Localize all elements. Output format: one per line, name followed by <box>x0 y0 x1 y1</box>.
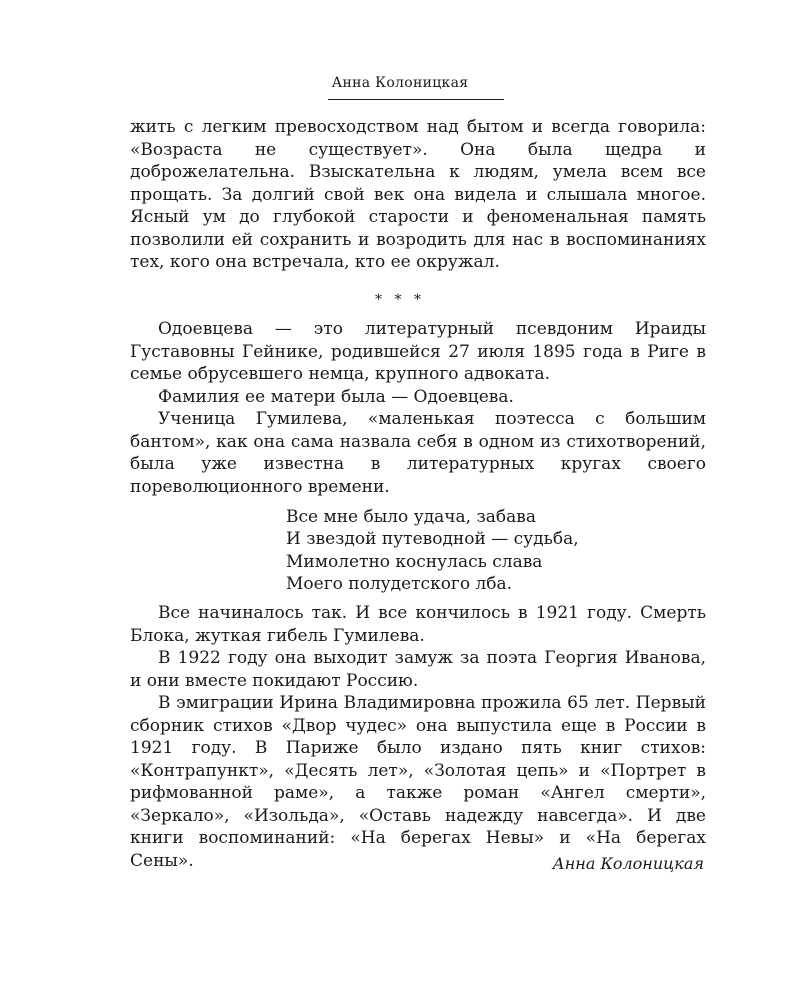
text-block-bottom <box>130 602 706 872</box>
poem-quote <box>286 506 579 595</box>
paragraph-5: Все начиналось так. И все кончилось в 1921 году. Смерть Блока, жуткая гибель Гумилева. <box>130 603 706 646</box>
paragraph-6: В 1922 году она выходит замуж за поэта Георгия Иванова, и они вместе покидают Россию. <box>130 648 706 691</box>
text-block-middle <box>130 318 706 498</box>
paragraph-7: В эмиграции Ирина Владимировна прожила 65 лет. Первый сборник стихов «Двор чудес» она выпустила еще в России в 1921 году. В Париже было издано пять книг стихов: «Контрапункт», «Десять лет», «Золотая цепь» и «Портрет в рифмованной раме», а также роман «Ангел смерти», «Зеркало», «Изольда», «Оставь надежду навсегда». И две книги воспоминаний: «На берегах Невы» и «На берегах Сены». <box>130 693 706 871</box>
paragraph-1: жить с легким превосходством над бытом и всегда говорила: «Возраста не существует». Она была щедра и доброжелательна. Взыскательна к людям, умела всем все прощать. За долгий свой век она видела и слышала многое. Ясный ум до глубокой старости и феноменальная память позволили ей сохранить и возродить для нас в воспоминаниях тех, кого она встречала, кто ее окружал. <box>130 117 706 272</box>
running-head-title: Анна Колоницкая <box>331 75 469 91</box>
paragraph-3: Фамилия ее матери была — Одоевцева. <box>158 386 514 407</box>
paragraph-2: Одоевцева — это литературный псевдоним Ираиды Густавовны Гейнике, родившейся 27 июля 1895 года в Риге в семье обрусевшего немца, крупного адвоката. <box>130 319 706 384</box>
poem-line: Все мне было удача, забава <box>286 507 536 527</box>
poem-line: И звездой путеводной — судьба, <box>286 529 579 550</box>
paragraph-4: Ученица Гумилева, «маленькая поэтесса с большим бантом», как она сама назвала себя в одном из стихотворений, была уже известна в литературных кругах своего пореволюционного времени. <box>130 409 706 497</box>
poem-line: Моего полудетского лба. <box>286 573 513 594</box>
running-head-rule <box>328 99 504 100</box>
author-signature: Анна Колоницкая <box>552 854 704 873</box>
section-separator: * * * <box>375 292 425 308</box>
text-block-top <box>130 116 706 274</box>
poem-line: Мимолетно коснулась слава <box>286 551 543 572</box>
